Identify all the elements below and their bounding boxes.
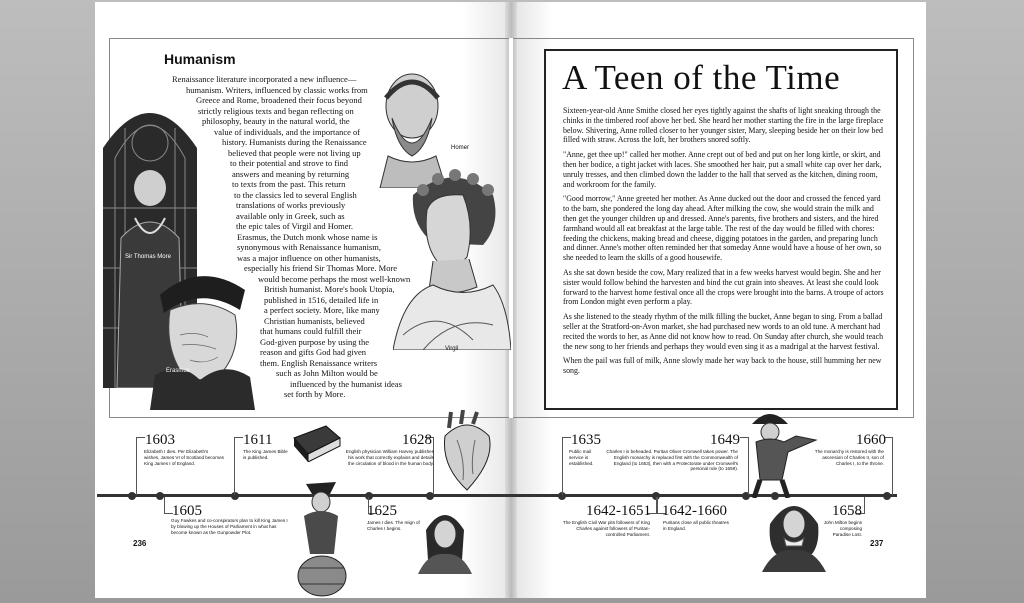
teen-title: A Teen of the Time [562,58,841,97]
timeline-year: 1660 [856,432,886,448]
caption-erasmus: Erasmus [166,368,190,374]
humanism-line: Renaissance literature incorporated a new influence— [172,74,357,84]
humanism-line: the epic tales of Virgil and Homer. [236,221,353,231]
story-paragraph: "Good morrow," Anne greeted her mother. As Anne ducked out the door and crossed the fenced yard to the barn, she pondered the long day ahead. After milking the cow, she would strain the milk and then get the younger children up and dressed. Anne's parents, five brothers and sisters, and the hired farmhand would all eat breakfast at the large table. The rest of the day would be filled with chores: feeding the chickens, making bread and cheese, digging potatoes in the garden, and preparing lunch and dinner. Anne's mother often reminded her that someday Anne would have a house of her own, so she needed to learn the skills of a good housewife. [563,194,882,263]
story-paragraph: Sixteen-year-old Anne Smithe closed her eyes tightly against the shafts of light sneaking through the chinks in the timbered roof above her bed. She heard her mother starting the fire in the large fireplace below. Shivering, Anne rolled closer to her younger sister, Mary, sleeping beside her on their low bed filled with straw. Across the loft, her brothers snored softly. [563,106,884,145]
humanism-line: to their potential and strove to find [230,158,349,168]
timeline-year: 1611 [243,432,273,448]
timeline-event: Public mail service is established. [569,449,594,466]
humanism-line: reason and gifts God had given [260,347,366,357]
humanism-line: Greece and Rome, broadened their focus beyond [196,95,362,105]
story-paragraph: As she listened to the steady rhythm of the milk filling the bucket, Anne began to sing. From a ballad seller at the Stratford-on-Avon market, she had purchased new words to an old tune. A merchant had recited the words to her, as Anne did not know how to read. On Sunday after church, she would teach the new song to her friends and perhaps they would even sing it as a madrigal at the harvest festival. [563,312,884,351]
humanism-line: Christian humanists, believed [264,315,365,326]
story-paragraph: When the pail was full of milk, Anne slowly made her way back to the house, still humming her new song. [563,356,882,376]
humanism-line: to the classics led to several English [234,189,357,200]
timeline-year: 1642-1660 [662,503,727,519]
humanism-line: history. Humanists during the Renaissance [222,137,367,147]
humanism-line: strictly religious texts and began reflecting on [198,105,354,116]
cromwell-illustration [738,410,818,498]
humanism-line: set forth by More. [284,389,346,399]
humanism-line: believed that people were not living up [228,147,361,158]
bible-illustration [290,424,342,462]
humanism-line: published in 1516, detailed life in [264,294,379,305]
story-paragraph: As she sat down beside the cow, Mary realized that in a few weeks harvest would begin. She and her sister would follow behind the harvesten and bind the cut grain into sheaves. At least she could look forward to the harvest home festival once all the crops were brought into the barns. A troupe of actors from London might even perform a play. [563,267,884,307]
caption-sir-thomas-more: Sir Thomas More [125,254,171,260]
humanism-line: synonymous with Renaissance humanism, [237,242,382,252]
humanism-line: influenced by the humanist ideas [290,378,402,389]
humanism-line: such as John Milton would be [276,368,378,378]
humanism-line: would become perhaps the most well-known [258,273,411,284]
timeline-year: 1658 [832,503,862,519]
humanism-line: them. English Renaissance writers [260,357,378,368]
timeline-year: 1625 [367,503,397,519]
humanism-line: was a major influence on other humanists, [237,252,381,263]
humanism-line: that humans could fulfill their [260,326,362,336]
timeline-event: Guy Fawkes and co-conspirators plan to kill King James I by blowing up the Houses of Parliament in what has become known as the Gunpowder Plot. [171,518,288,535]
timeline-event: English physician William Harvey publishes his work that correctly explains and details the circulation of blood in the human body. [345,449,434,466]
timeline-year: 1642-1651 [586,503,651,519]
humanism-line: to texts from the past. This return [232,179,346,189]
virgil-portrait [393,165,511,350]
timeline-year: 1628 [402,432,432,448]
timeline-dot [128,492,136,500]
timeline-event: Puritans close all public theatres in England. [663,520,729,531]
charles-i-portrait [418,500,472,574]
humanism-line: God-given purpose by using the [260,336,370,347]
timeline-year: 1635 [571,432,601,448]
timeline-event: The English Civil War pits followers of King Charles against followers of Puritan-controlled Parliament. [562,520,650,537]
page-number-right: 237 [870,539,884,548]
timeline-event: The monarchy is restored with the ascension of Charles II, son of Charles I, to the throne. [814,449,884,466]
timeline-dot [156,492,164,500]
humanism-line: a perfect society. More, like many [264,305,380,315]
story-paragraph: "Anne, get thee up!" called her mother. Anne crept out of bed and put on her long kirtle, or skirt, and then her bodice, a tight jacket with laces. She smoothed her hair, put a small white cap over her dark, unruly tresses, and then climbed down the ladder to the hall that served as the kitchen, dining room, and workroom for the family. [563,150,882,189]
timeline-year: 1603 [145,432,175,448]
humanism-line: value of individuals, and the importance of [214,126,361,137]
timeline-bracket [234,437,243,495]
humanism-line: especially his friend Sir Thomas More. More [244,263,398,273]
humanism-line: humanism. Writers, influenced by classic works from [186,84,368,95]
timeline-event: Elizabeth I dies. Per Elizabeth's wishes, James VI of Scotland becomes King James I of England. [144,449,224,466]
timeline-event: Charles I is beheaded. Puritan Oliver Cromwell takes power. The English monarchy is replaced first with the Commonwealth of England (to 1653), then with a Protectorate under Cromwell's personal rule (to 1659). [606,449,738,472]
guy-fawkes-illustration [290,476,352,598]
caption-homer: Homer [451,145,470,151]
page-number-left: 236 [133,539,147,548]
caption-virgil: Virgil [445,346,459,352]
humanism-line: translations of works previously [236,200,346,210]
timeline-year: 1649 [710,432,740,448]
john-milton-portrait [762,494,826,572]
teen-story [563,106,887,381]
timeline-event: John Milton begins composing Paradise Lost. [823,520,862,537]
humanism-heading: Humanism [164,51,236,67]
timeline-event: James I dies. The reign of Charles I begins. [367,520,420,531]
humanism-line: answers and meaning by returning [232,168,350,179]
humanism-line: Erasmus, the Dutch monk whose name is [237,231,378,242]
humanism-body-text [160,74,411,400]
humanism-line: philosophy, beauty in the natural world, the [202,116,350,126]
heart-illustration [437,410,495,492]
humanism-line: British humanist. More's book Utopia, [264,284,395,294]
timeline-year: 1605 [172,503,202,519]
timeline-event: The King James Bible is published. [243,449,288,460]
humanism-line: available only in Greek, such as [236,210,345,221]
